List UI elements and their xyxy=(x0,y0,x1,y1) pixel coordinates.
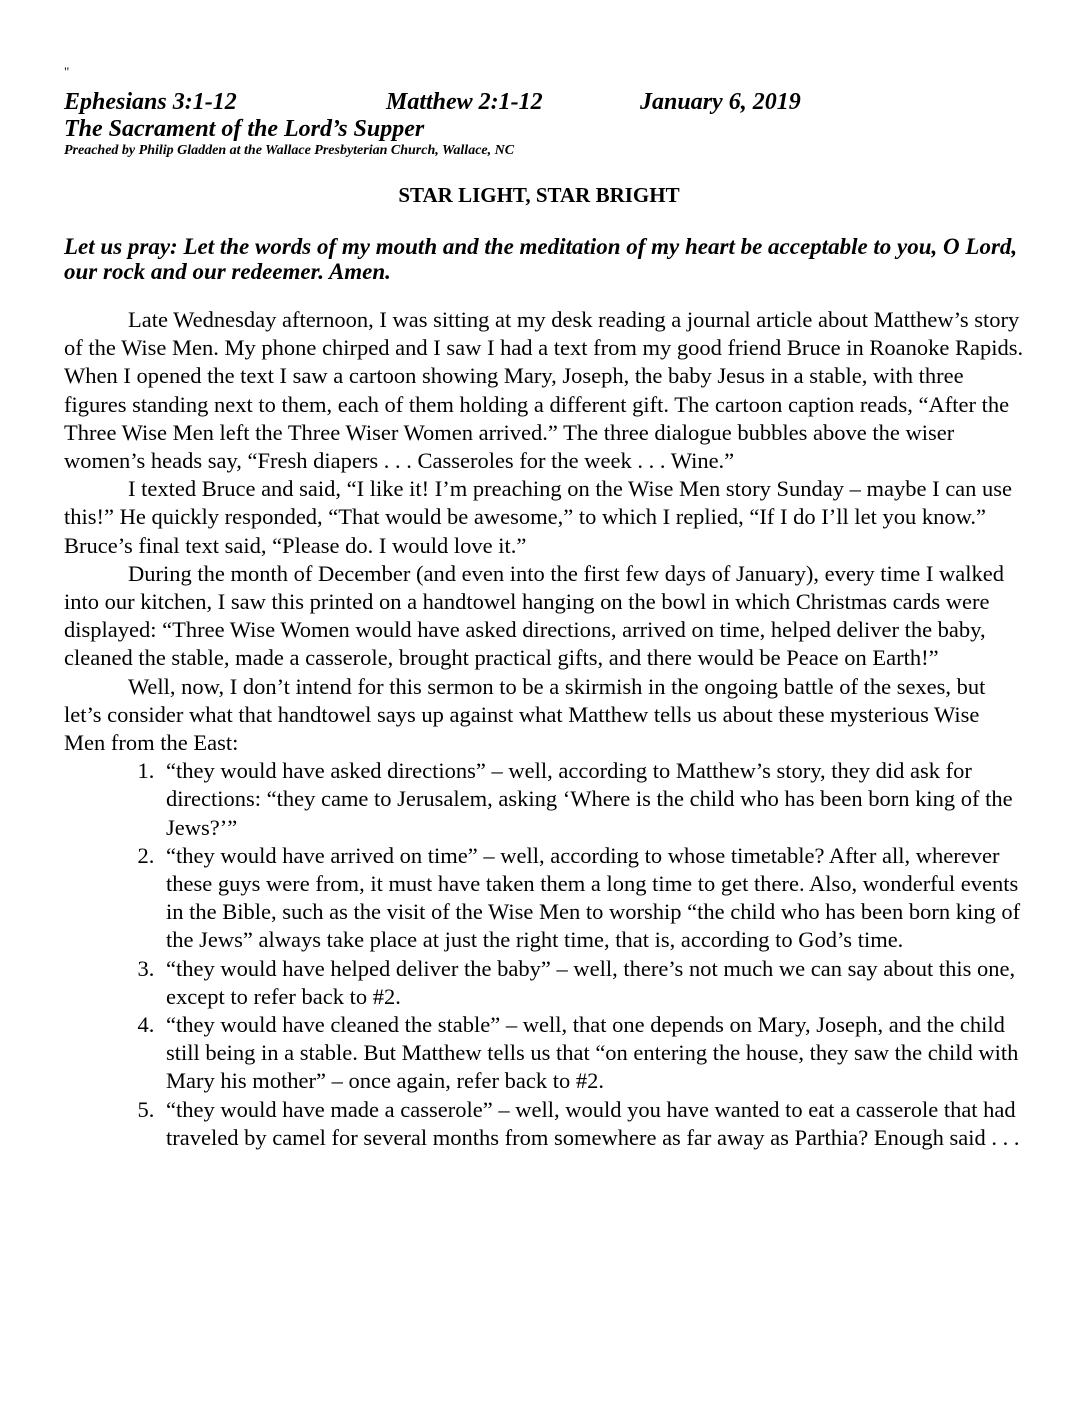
scripture-references xyxy=(64,88,1024,116)
sermon-date: January 6, 2019 xyxy=(640,89,801,115)
scripture-reference-ephesians: Ephesians 3:1-12 xyxy=(64,89,237,115)
sermon-title: STAR LIGHT, STAR BRIGHT xyxy=(398,183,680,207)
list-item: 5. “they would have made a casserole” – well, would you have wanted to eat a casserole that had traveled by camel for several months from somewhere as far away as Parthia? Enough said . . . xyxy=(160,1096,1024,1152)
paragraph: Well, now, I don’t intend for this sermon to be a skirmish in the ongoing battle of the sexes, but let’s consider what that handtowel says up against what Matthew tells us about these mysterious Wise Men from the East: xyxy=(64,673,986,756)
list-item: 1. “they would have asked directions” – well, according to Matthew’s story, they did ask for directions: “they came to Jerusalem, asking ‘Where is the child who has been born king of the Jews?’” xyxy=(160,757,1024,842)
numbered-list xyxy=(64,757,1024,1152)
list-item: 3. “they would have helped deliver the baby” – well, there’s not much we can say about this one, except to refer back to #2. xyxy=(160,955,1024,1011)
opening-prayer: Let us pray: Let the words of my mouth and the meditation of my heart be acceptable to you, O Lord, our rock and our redeemer. Amen. xyxy=(64,234,1018,284)
list-item: 4. “they would have cleaned the stable” – well, that one depends on Mary, Joseph, and the child still being in a stable. But Matthew tells us that “on entering the house, they saw the child with Mary his mother” – once again, refer back to #2. xyxy=(160,1011,1024,1096)
paragraph: During the month of December (and even into the first few days of January), every time I walked into our kitchen, I saw this printed on a handtowel hanging on the bowl in which Christmas cards were displayed: “Three Wise Women would have asked directions, arrived on time, helped deliver the baby, cleaned the stable, made a casserole, brought practical gifts, and there would be Peace on Earth!” xyxy=(64,560,1004,671)
sermon-body xyxy=(64,306,1024,1152)
occasion-line: The Sacrament of the Lord’s Supper xyxy=(64,116,425,142)
preacher-line: Preached by Philip Gladden at the Wallace Presbyterian Church, Wallace, NC xyxy=(64,143,515,158)
list-item: 2. “they would have arrived on time” – well, according to whose timetable? After all, wherever these guys were from, it must have taken them a long time to get there. Also, wonderful events in the Bible, such as the visit of the Wise Men to worship “the child who has been born king of the Jews” always take place at just the right time, that is, according to God’s time. xyxy=(160,842,1024,955)
paragraph: Late Wednesday afternoon, I was sitting at my desk reading a journal article about Matthew’s story of the Wise Men. My phone chirped and I saw I had a text from my good friend Bruce in Roanoke Rapids. When I opened the text I saw a cartoon showing Mary, Joseph, the baby Jesus in a stable, with three figures standing next to them, each of them holding a different gift. The cartoon caption reads, “After the Three Wise Men left the Three Wiser Women arrived.” The three dialogue bubbles above the wiser women’s heads say, “Fresh diapers . . . Casseroles for the week . . . Wine.” xyxy=(64,307,1024,474)
paragraph: I texted Bruce and said, “I like it! I’m preaching on the Wise Men story Sunday – maybe I can use this!” He quickly responded, “That would be awesome,” to which I replied, “If I do I’ll let you know.” Bruce’s final text said, “Please do. I would love it.” xyxy=(64,476,1013,558)
document-page xyxy=(64,62,1024,1152)
scripture-reference-matthew: Matthew 2:1-12 xyxy=(386,89,543,115)
stray-quote-mark: " xyxy=(64,64,70,79)
